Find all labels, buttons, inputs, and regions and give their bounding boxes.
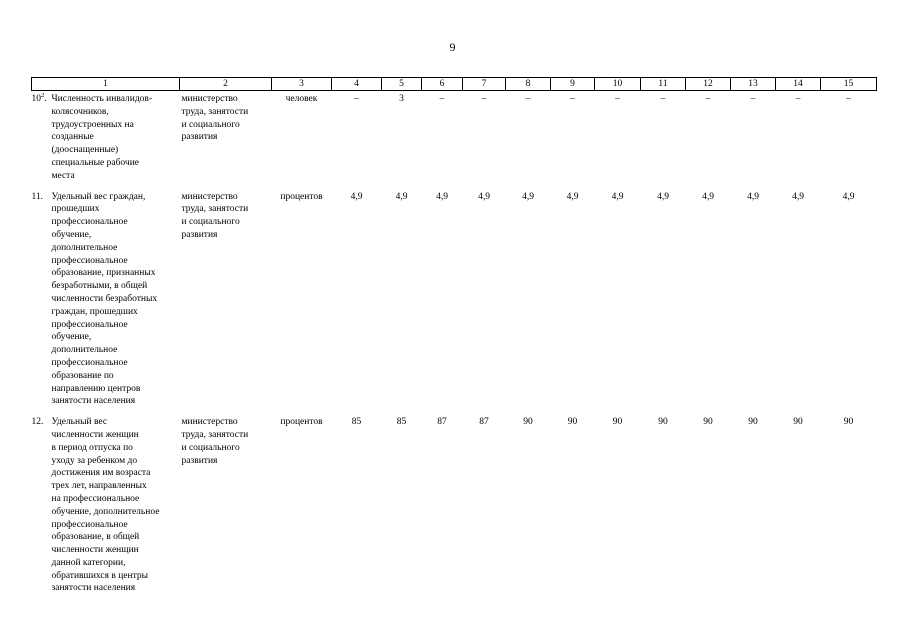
value-cell-col-11: – [660,94,666,104]
value-cell-col-15: 90 [843,417,854,428]
responsible-org-cell [180,91,272,189]
indicator-name-line: в период отпуска по [51,442,133,453]
indicator-name-line: данной категории, [51,557,126,568]
indicator-name-line: образование, в общей [51,532,140,543]
value-cell-col-4: 4,9 [350,191,363,202]
value-cell-col-9: – [570,94,575,104]
unit-cell: человек [285,94,318,104]
column-header-9: 9 [551,78,595,91]
row-number: $10^2$. [31,91,47,104]
row-number: 12. [31,417,44,428]
value-cell-col-5: 4,9 [395,191,408,202]
indicator-name-line: дополнительное [51,242,118,253]
value-cell-col-10: – [615,94,620,104]
value-cell-col-9: 4,9 [566,191,579,202]
column-header-13: 13 [731,78,776,91]
value-cell-col-5: 3 [399,94,404,104]
indicator-name-line: численности женщин [51,545,139,556]
indicator-name-first-line [32,191,180,204]
indicator-name-line: профессиональное [51,357,128,368]
indicator-name-line: трех лет, направленных [51,481,147,492]
indicator-name-first-line [32,93,180,106]
column-header-5: 5 [382,78,422,91]
indicator-name-line: профессиональное [51,519,128,530]
table-row [32,189,877,415]
responsible-org-cell [180,414,272,601]
value-cell-col-14: 4,9 [792,191,804,202]
indicator-name-line: Удельный вес граждан, [51,191,146,202]
indicator-name-line: профессиональное [51,255,128,266]
indicator-name-line: специальные рабочие [51,157,139,168]
indicator-name-line: безработными, в общей [51,281,148,292]
indicator-name-cell [32,414,180,601]
value-cell-col-6: 87 [437,417,447,428]
value-cell-col-8: 90 [523,417,533,428]
column-header-4: 4 [332,78,382,91]
responsible-org-line: труда, занятости [181,204,249,215]
column-header-11: 11 [641,78,686,91]
indicator-name-line: граждан, прошедших [51,306,138,317]
value-cell-col-9: 90 [567,417,578,428]
indicators-table [31,77,877,601]
responsible-org-line: труда, занятости [181,429,249,440]
indicator-name-line: численности безработных [51,293,158,304]
indicator-name-cell [32,91,180,189]
row-number: 11. [31,191,44,202]
value-cell-col-8: 4,9 [522,191,534,202]
table-row [32,91,877,189]
value-cell-col-10: 4,9 [611,191,624,202]
column-header-10: 10 [595,78,641,91]
value-cell-col-4: 85 [351,417,362,428]
header-row [32,78,877,91]
responsible-org-line: министерство [181,417,238,428]
indicator-name-line: места [51,170,75,181]
indicator-name-line: образование по [51,370,114,381]
indicator-name-cell [32,189,180,415]
indicator-name-line: профессиональное [51,319,128,330]
row-number-superscript: 2 [41,91,45,99]
column-header-12: 12 [686,78,731,91]
indicator-name-line: трудоустроенных на [51,119,134,130]
indicator-name-line: образование, признанных [51,268,156,279]
indicator-name-line: профессиональное [51,217,128,228]
responsible-org-line: развития [181,132,218,143]
value-cell-col-12: 90 [703,417,713,428]
indicator-name-line: обучение, [51,332,92,343]
value-cell-col-7: – [481,94,487,104]
responsible-org-line: развития [181,229,218,240]
responsible-org-line: министерство [181,191,238,202]
value-cell-col-10: 90 [612,417,623,428]
responsible-org-line: министерство [181,94,238,104]
column-header-6: 6 [422,78,463,91]
indicator-name-line: уходу за ребенком до [51,455,138,466]
indicator-name-line: достижения им возраста [51,468,151,479]
value-cell-col-15: 4,9 [842,191,855,202]
indicator-name-line: прошедших [51,204,100,215]
column-header-3: 3 [272,78,332,91]
value-cell-col-13: 90 [748,417,758,428]
value-cell-col-5: 85 [396,417,407,428]
indicator-name-line: обратившихся в центры [51,570,149,581]
indicator-name-line: созданные [51,132,94,143]
value-cell-col-6: 4,9 [436,191,448,202]
table-row [32,414,877,601]
responsible-org-cell [180,189,272,415]
column-header-14: 14 [776,78,821,91]
value-cell-col-15: – [846,94,851,104]
indicator-name-line: обучение, дополнительное [51,506,160,517]
value-cell-col-14: – [795,94,801,104]
unit-cell: процентов [280,417,323,428]
unit-cell: процентов [280,191,323,202]
value-cell-col-13: – [750,94,756,104]
indicator-name-line: численности женщин [51,429,139,440]
value-cell-col-6: – [439,94,445,104]
responsible-org-line: развития [181,455,218,466]
value-cell-col-12: – [705,94,711,104]
indicator-name-line: Численность инвалидов- [51,94,153,104]
indicator-name-line: дополнительное [51,345,118,356]
responsible-org-line: и социального [181,442,240,453]
indicator-name-line: направлению центров [51,383,141,394]
indicator-name-line: обучение, [51,229,92,240]
value-cell-col-4: – [354,94,359,104]
page-number: 9 [449,40,456,54]
indicator-name-line: на профессиональное [51,493,140,504]
value-cell-col-7: 87 [479,417,489,428]
column-header-2: 2 [180,78,272,91]
value-cell-col-12: 4,9 [702,191,714,202]
value-cell-col-7: 4,9 [478,191,490,202]
value-cell-col-8: – [525,94,531,104]
value-cell-col-11: 4,9 [657,191,669,202]
indicator-name-line: занятости населения [51,396,136,407]
responsible-org-line: и социального [181,217,240,228]
indicator-name-line: Удельный вес [51,417,108,428]
indicator-name-line: (дооснащенные) [51,145,119,156]
column-header-7: 7 [463,78,506,91]
indicator-name-line: занятости населения [51,583,136,594]
value-cell-col-11: 90 [658,417,668,428]
value-cell-col-13: 4,9 [747,191,759,202]
responsible-org-line: труда, занятости [181,106,249,117]
table-body [32,91,877,602]
column-header-1: 1 [32,78,180,91]
indicator-name-line: колясочников, [51,106,109,117]
column-header-8: 8 [506,78,551,91]
responsible-org-line: и социального [181,119,240,130]
value-cell-col-14: 90 [793,417,803,428]
indicator-name-first-line [32,416,180,429]
column-header-15: 15 [821,78,877,91]
